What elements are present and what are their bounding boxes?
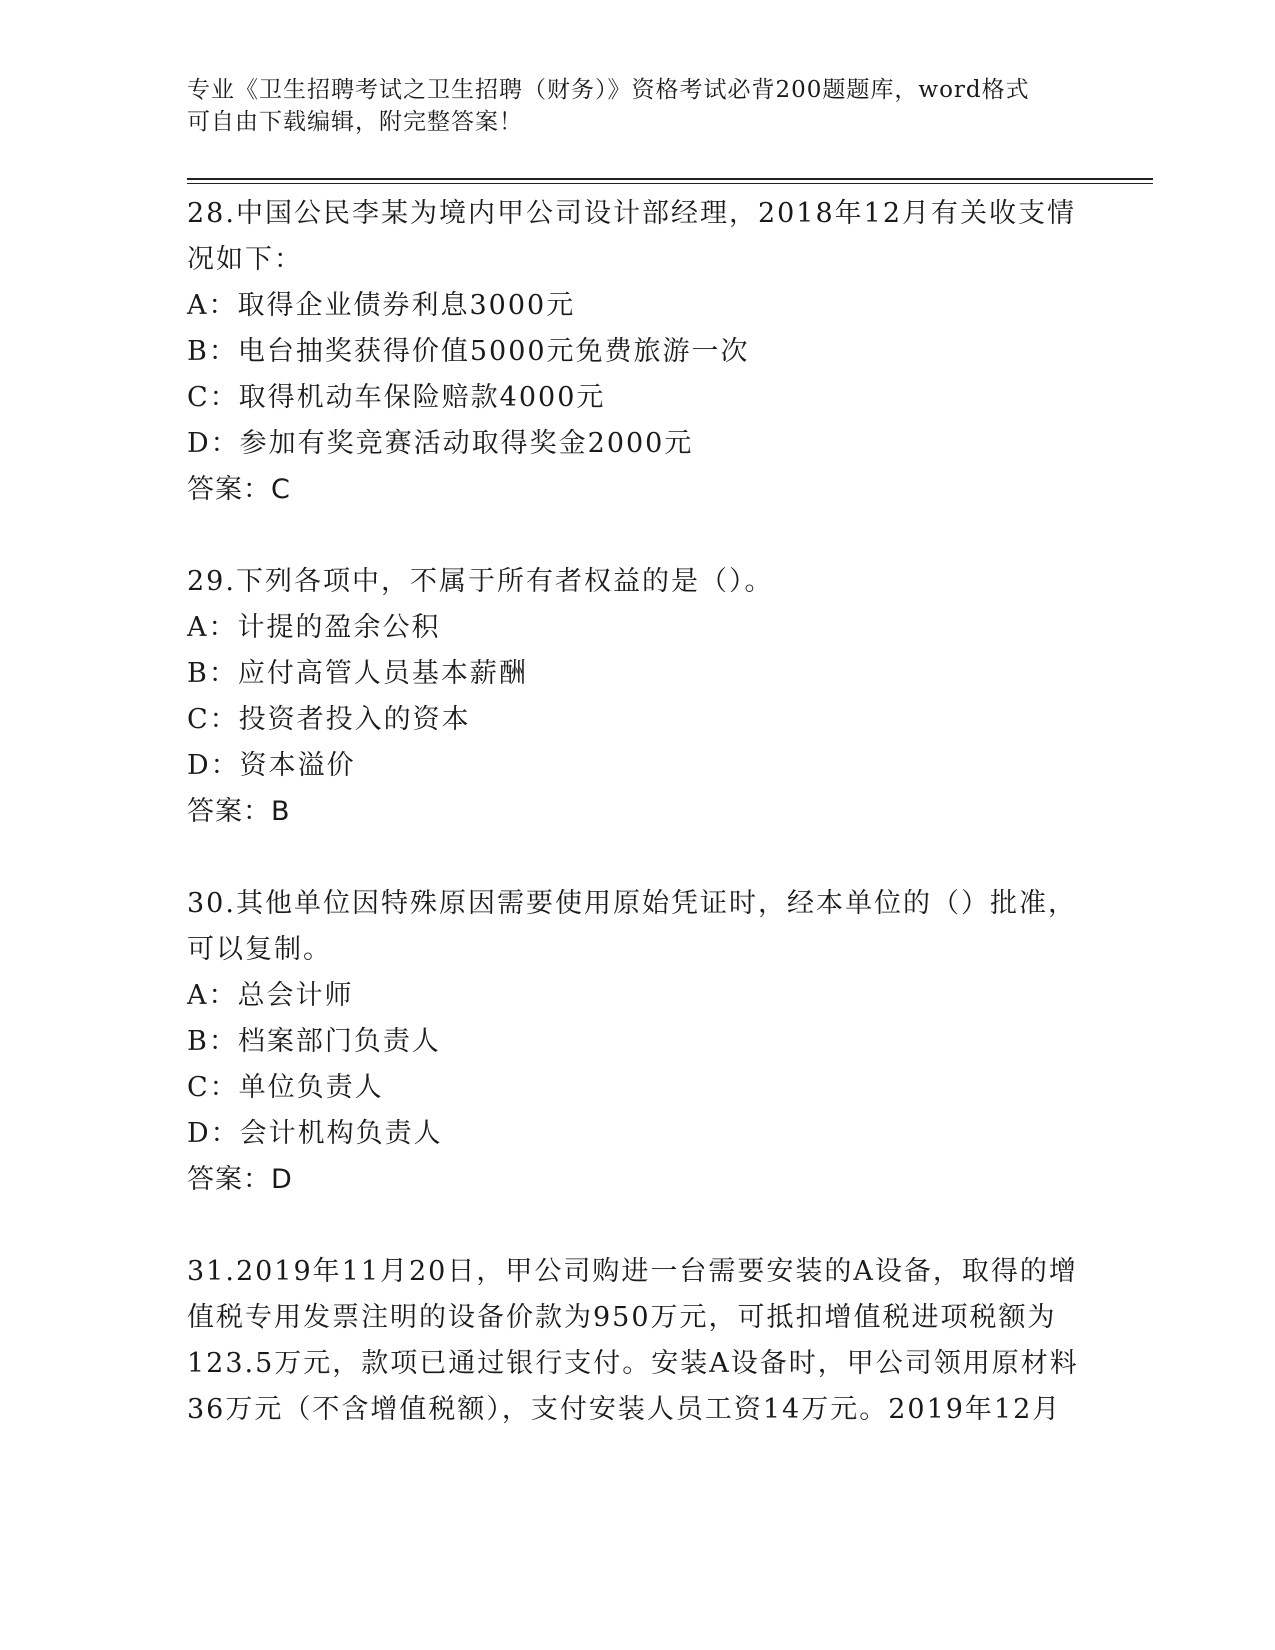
question-stem: 况如下： — [187, 244, 303, 275]
question-29 — [187, 559, 1087, 835]
header-line-1: 专业《卫生招聘考试之卫生招聘（财务）》资格考试必背200题题库，word格式 — [187, 77, 1030, 103]
question-stem: 29.下列各项中，不属于所有者权益的是（）。 — [187, 566, 774, 597]
question-stem: 123.5万元，款项已通过银行支付。安装A设备时，甲公司领用原材料 — [187, 1348, 1079, 1379]
question-stem: 30.其他单位因特殊原因需要使用原始凭证时，经本单位的（）批准， — [187, 888, 1077, 919]
option-c: C：单位负责人 — [187, 1072, 384, 1103]
option-a: A：总会计师 — [187, 980, 354, 1011]
option-a: A：计提的盈余公积 — [187, 612, 441, 643]
option-c: C：投资者投入的资本 — [187, 704, 471, 735]
header-divider-thin — [187, 183, 1153, 184]
option-d: D：会计机构负责人 — [187, 1118, 443, 1149]
option-a: A：取得企业债券利息3000元 — [187, 290, 576, 321]
question-stem: 36万元（不含增值税额），支付安装人员工资14万元。2019年12月 — [187, 1394, 1062, 1425]
answer: 答案：B — [187, 796, 291, 827]
header-line-2: 可自由下载编辑，附完整答案！ — [187, 109, 523, 135]
question-list — [187, 191, 1087, 1479]
answer: 答案：D — [187, 1164, 293, 1195]
answer: 答案：C — [187, 474, 291, 505]
header-divider-thick — [187, 178, 1153, 180]
question-stem: 可以复制。 — [187, 934, 332, 965]
question-stem: 28.中国公民李某为境内甲公司设计部经理，2018年12月有关收支情 — [187, 198, 1077, 229]
question-stem: 31.2019年11月20日，甲公司购进一台需要安装的A设备，取得的增 — [187, 1256, 1078, 1287]
question-stem: 值税专用发票注明的设备价款为950万元，可抵扣增值税进项税额为 — [187, 1302, 1057, 1333]
option-c: C：取得机动车保险赔款4000元 — [187, 382, 606, 413]
question-30 — [187, 881, 1087, 1203]
document-header — [187, 74, 1087, 138]
option-b: B：档案部门负责人 — [187, 1026, 441, 1057]
option-b: B：电台抽奖获得价值5000元免费旅游一次 — [187, 336, 750, 367]
question-28 — [187, 191, 1087, 513]
option-d: D：资本溢价 — [187, 750, 356, 781]
option-d: D：参加有奖竞赛活动取得奖金2000元 — [187, 428, 694, 459]
question-31 — [187, 1249, 1087, 1433]
option-b: B：应付高管人员基本薪酬 — [187, 658, 528, 689]
